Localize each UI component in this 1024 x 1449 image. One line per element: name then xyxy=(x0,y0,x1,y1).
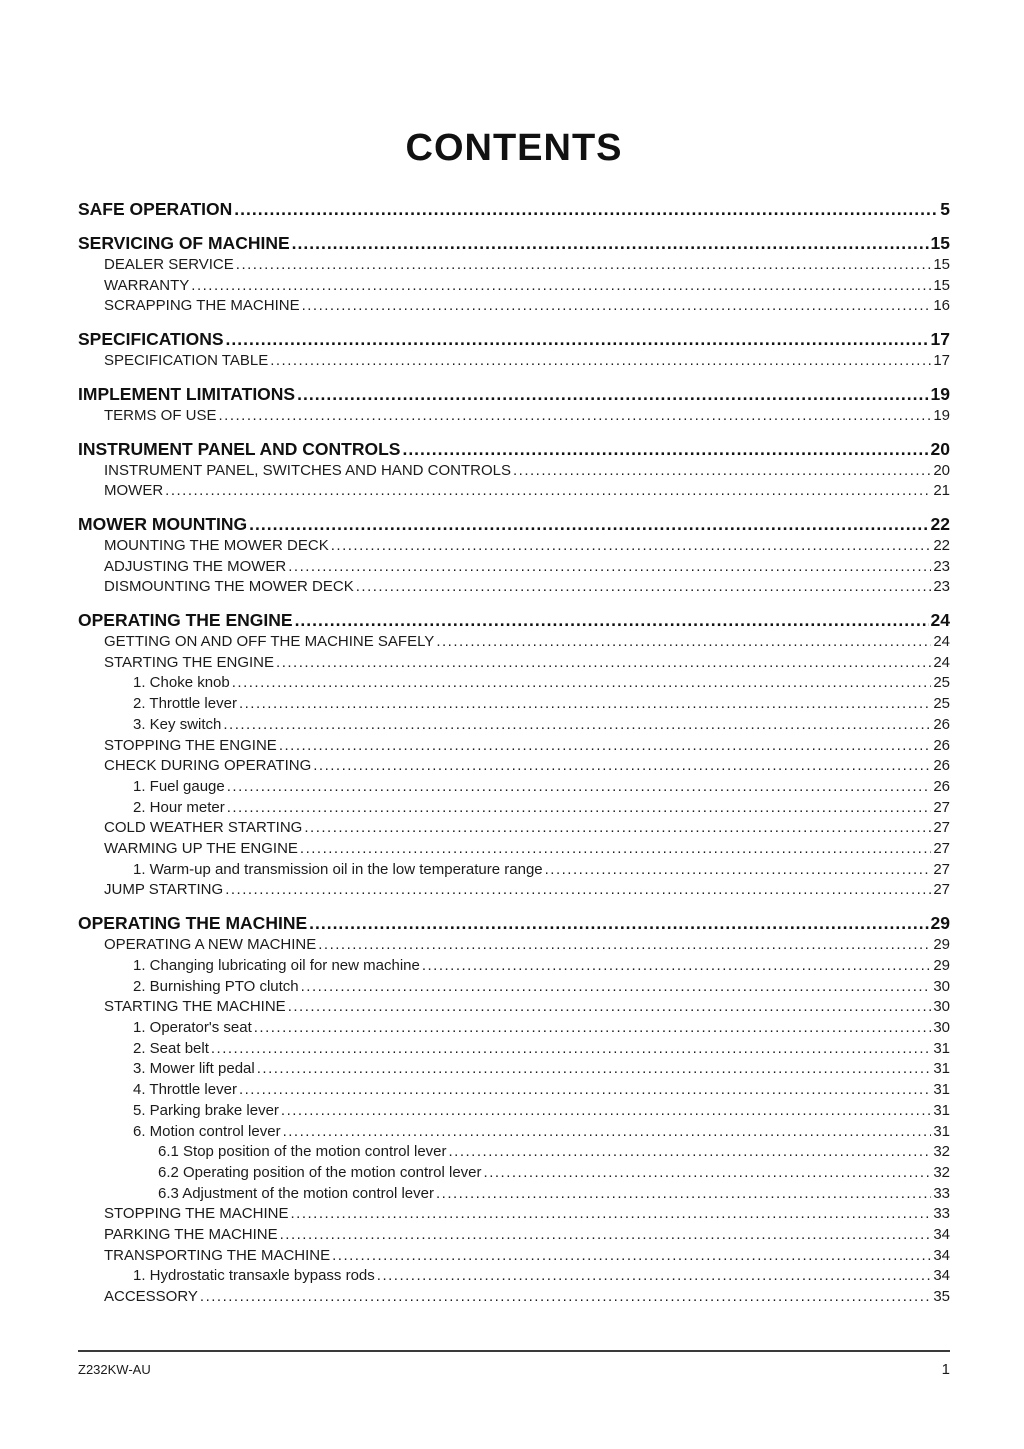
toc-entry-label: STOPPING THE ENGINE xyxy=(104,736,277,754)
dot-leader xyxy=(295,609,929,632)
toc-entry-label: ACCESSORY xyxy=(104,1288,198,1306)
dot-leader xyxy=(356,577,932,598)
footer-page-number: 1 xyxy=(941,1361,950,1378)
toc-entry-page: 25 xyxy=(933,674,950,692)
toc-entry-page: 26 xyxy=(933,757,950,775)
toc-entry xyxy=(78,1246,950,1267)
toc-entry-label: 1. Warm-up and transmission oil in the low temperature range xyxy=(133,860,543,878)
dot-leader xyxy=(436,632,931,653)
dot-leader xyxy=(236,255,932,276)
toc-entry-label: 1. Choke knob xyxy=(133,674,230,692)
toc-entry xyxy=(78,880,950,901)
toc-entry-label: OPERATING THE MACHINE xyxy=(78,913,308,934)
toc-entry xyxy=(78,461,950,482)
toc-entry-page: 31 xyxy=(933,1122,950,1140)
toc-entry-page: 26 xyxy=(933,736,950,754)
toc-entry-page: 21 xyxy=(933,482,950,500)
toc-entry xyxy=(78,997,950,1018)
toc-entry-page: 19 xyxy=(933,406,950,424)
footer-rule xyxy=(78,1350,950,1352)
toc-entry-page: 5 xyxy=(940,199,950,219)
toc-entry xyxy=(78,1018,950,1039)
toc-entry-page: 23 xyxy=(933,557,950,575)
toc-entry-label: JUMP STARTING xyxy=(104,881,224,899)
toc-entry-label: IMPLEMENT LIMITATIONS xyxy=(78,383,296,404)
toc-entry xyxy=(78,653,950,674)
toc-entry-label: 3. Mower lift pedal xyxy=(133,1060,255,1078)
toc-entry-label: DISMOUNTING THE MOWER DECK xyxy=(104,578,354,596)
toc-entry-page: 30 xyxy=(933,977,950,995)
toc-entry-page: 22 xyxy=(930,513,950,534)
toc-entry-label: COLD WEATHER STARTING xyxy=(104,819,303,837)
dot-leader xyxy=(513,461,931,482)
dot-leader xyxy=(270,351,931,372)
toc-entry xyxy=(78,198,950,221)
toc-entry-page: 17 xyxy=(933,352,950,370)
toc-entry-label: INSTRUMENT PANEL, SWITCHES AND HAND CONTROLS xyxy=(104,461,511,479)
toc-entry xyxy=(78,438,950,461)
toc-entry-label: SCRAPPING THE MACHINE xyxy=(104,297,300,315)
toc-entry-page: 34 xyxy=(933,1226,950,1244)
toc-entry-label: OPERATING A NEW MACHINE xyxy=(104,936,317,954)
toc-entry-label: 1. Fuel gauge xyxy=(133,777,225,795)
toc-entry-label: 1. Changing lubricating oil for new machine xyxy=(133,956,420,974)
toc-entry xyxy=(78,1142,950,1163)
toc-entry-label: 5. Parking brake lever xyxy=(133,1101,279,1119)
toc-list xyxy=(78,198,950,1308)
dot-leader xyxy=(280,1225,932,1246)
toc-entry xyxy=(78,406,950,427)
toc-entry xyxy=(78,839,950,860)
toc-entry-label: OPERATING THE ENGINE xyxy=(78,610,293,631)
dot-leader xyxy=(377,1266,932,1287)
toc-entry xyxy=(78,1163,950,1184)
dot-leader xyxy=(200,1287,931,1308)
dot-leader xyxy=(449,1142,932,1163)
toc-entry-label: STOPPING THE MACHINE xyxy=(104,1205,289,1223)
dot-leader xyxy=(309,912,928,935)
toc-entry xyxy=(78,777,950,798)
dot-leader xyxy=(257,1059,932,1080)
toc-entry-page: 27 xyxy=(933,840,950,858)
toc-entry-label: PARKING THE MACHINE xyxy=(104,1226,278,1244)
toc-entry-page: 25 xyxy=(933,695,950,713)
toc-entry-page: 16 xyxy=(933,297,950,315)
toc-entry-label: INSTRUMENT PANEL AND CONTROLS xyxy=(78,438,401,459)
toc-entry-label: 1. Operator's seat xyxy=(133,1018,252,1036)
toc-entry-page: 27 xyxy=(933,798,950,816)
toc-entry xyxy=(78,296,950,317)
dot-leader xyxy=(290,1204,931,1225)
dot-leader xyxy=(332,1246,931,1267)
toc-entry-label: 3. Key switch xyxy=(133,715,222,733)
toc-entry-page: 15 xyxy=(933,276,950,294)
toc-entry-label: WARRANTY xyxy=(104,276,190,294)
dot-leader xyxy=(292,232,929,255)
toc-entry xyxy=(78,860,950,881)
dot-leader xyxy=(300,839,931,860)
toc-entry-page: 23 xyxy=(933,578,950,596)
toc-entry-page: 26 xyxy=(933,715,950,733)
document-code: Z232KW-AU xyxy=(78,1362,151,1377)
dot-leader xyxy=(545,860,932,881)
toc-entry-label: STARTING THE MACHINE xyxy=(104,998,286,1016)
toc-entry xyxy=(78,798,950,819)
toc-entry xyxy=(78,276,950,297)
toc-entry-label: SPECIFICATIONS xyxy=(78,329,224,350)
dot-leader xyxy=(227,777,932,798)
toc-entry-page: 32 xyxy=(933,1163,950,1181)
dot-leader xyxy=(484,1163,932,1184)
toc-entry-label: TERMS OF USE xyxy=(104,406,217,424)
toc-entry xyxy=(78,351,950,372)
toc-entry-page: 35 xyxy=(933,1288,950,1306)
toc-entry xyxy=(78,673,950,694)
toc-entry xyxy=(78,956,950,977)
toc-entry-label: TRANSPORTING THE MACHINE xyxy=(104,1246,331,1264)
toc-entry xyxy=(78,977,950,998)
toc-entry-page: 26 xyxy=(933,777,950,795)
dot-leader xyxy=(301,977,932,998)
dot-leader xyxy=(165,481,931,502)
toc-entry xyxy=(78,1287,950,1308)
toc-entry-label: 2. Throttle lever xyxy=(133,695,237,713)
toc-entry-page: 24 xyxy=(933,633,950,651)
toc-entry-page: 17 xyxy=(930,329,950,350)
toc-entry xyxy=(78,1080,950,1101)
toc-entry-label: 4. Throttle lever xyxy=(133,1081,237,1099)
dot-leader xyxy=(279,736,931,757)
toc-entry-page: 30 xyxy=(933,998,950,1016)
page-title: CONTENTS xyxy=(405,127,623,169)
toc-entry-label: DEALER SERVICE xyxy=(104,256,234,273)
toc-entry-page: 33 xyxy=(933,1205,950,1223)
toc-entry-label: WARMING UP THE ENGINE xyxy=(104,840,298,858)
toc-entry-page: 30 xyxy=(933,1018,950,1036)
toc-entry-label: MOWER xyxy=(104,482,164,500)
dot-leader xyxy=(402,438,928,461)
toc-entry xyxy=(78,935,950,956)
dot-leader xyxy=(313,756,931,777)
toc-entry-page: 27 xyxy=(933,881,950,899)
toc-entry xyxy=(78,632,950,653)
toc-entry-label: SERVICING OF MACHINE xyxy=(78,233,290,253)
toc-entry xyxy=(78,1225,950,1246)
page-content xyxy=(78,0,950,1308)
toc-entry-page: 15 xyxy=(933,256,950,273)
toc-entry xyxy=(78,818,950,839)
toc-entry-page: 27 xyxy=(933,819,950,837)
dot-leader xyxy=(254,1018,932,1039)
toc-entry xyxy=(78,1039,950,1060)
dot-leader xyxy=(288,997,932,1018)
toc-entry-label: CHECK DURING OPERATING xyxy=(104,757,312,775)
toc-entry-label: MOUNTING THE MOWER DECK xyxy=(104,536,329,554)
toc-entry xyxy=(78,756,950,777)
dot-leader xyxy=(219,406,932,427)
toc-entry-page: 24 xyxy=(930,610,950,631)
toc-entry-page: 31 xyxy=(933,1060,950,1078)
dot-leader xyxy=(318,935,931,956)
toc-entry xyxy=(78,1101,950,1122)
toc-entry-page: 29 xyxy=(933,936,950,954)
toc-entry-label: 2. Burnishing PTO clutch xyxy=(133,977,299,995)
toc-entry-page: 22 xyxy=(933,536,950,554)
dot-leader xyxy=(223,715,931,736)
toc-entry-page: 15 xyxy=(930,233,950,253)
toc-entry-page: 29 xyxy=(930,913,950,934)
dot-leader xyxy=(436,1184,931,1205)
toc-entry-page: 20 xyxy=(933,461,950,479)
dot-leader xyxy=(331,536,932,557)
toc-entry-page: 24 xyxy=(933,653,950,671)
dot-leader xyxy=(239,694,931,715)
dot-leader xyxy=(281,1101,931,1122)
toc-entry xyxy=(78,557,950,578)
dot-leader xyxy=(232,673,932,694)
toc-entry-label: STARTING THE ENGINE xyxy=(104,653,275,671)
toc-entry-page: 32 xyxy=(933,1143,950,1161)
toc-entry-label: 2. Seat belt xyxy=(133,1039,209,1057)
toc-entry-label: 6.1 Stop position of the motion control lever xyxy=(158,1143,447,1161)
toc-entry-label: SPECIFICATION TABLE xyxy=(104,352,269,370)
toc-entry xyxy=(78,1184,950,1205)
toc-entry xyxy=(78,1059,950,1080)
toc-entry-page: 19 xyxy=(930,383,950,404)
toc-entry xyxy=(78,232,950,255)
dot-leader xyxy=(225,880,931,901)
dot-leader xyxy=(226,328,929,351)
toc-entry-page: 27 xyxy=(933,860,950,878)
dot-leader xyxy=(249,513,928,536)
toc-entry-page: 31 xyxy=(933,1081,950,1099)
toc-entry-label: SAFE OPERATION xyxy=(78,199,233,219)
toc-entry-page: 31 xyxy=(933,1101,950,1119)
dot-leader xyxy=(304,818,931,839)
dot-leader xyxy=(283,1122,932,1143)
dot-leader xyxy=(297,383,928,406)
toc-entry-label: 1. Hydrostatic transaxle bypass rods xyxy=(133,1267,375,1285)
toc-entry xyxy=(78,736,950,757)
dot-leader xyxy=(234,198,938,221)
dot-leader xyxy=(211,1039,931,1060)
dot-leader xyxy=(302,296,932,317)
toc-entry-page: 29 xyxy=(933,956,950,974)
dot-leader xyxy=(288,557,931,578)
toc-entry-page: 33 xyxy=(933,1184,950,1202)
page-footer xyxy=(78,1350,950,1378)
toc-entry xyxy=(78,1122,950,1143)
footer-row xyxy=(78,1361,950,1378)
toc-entry-label: 6. Motion control lever xyxy=(133,1122,281,1140)
toc-entry-label: GETTING ON AND OFF THE MACHINE SAFELY xyxy=(104,633,435,651)
dot-leader xyxy=(422,956,931,977)
toc-entry-label: 6.3 Adjustment of the motion control lever xyxy=(158,1184,434,1202)
dot-leader xyxy=(239,1080,931,1101)
toc-entry-label: 2. Hour meter xyxy=(133,798,225,816)
toc-entry xyxy=(78,513,950,536)
toc-entry xyxy=(78,577,950,598)
dot-leader xyxy=(191,276,931,297)
toc-entry-page: 31 xyxy=(933,1039,950,1057)
toc-entry-label: ADJUSTING THE MOWER xyxy=(104,557,287,575)
toc-entry xyxy=(78,536,950,557)
toc-entry xyxy=(78,609,950,632)
toc-entry xyxy=(78,383,950,406)
toc-entry xyxy=(78,328,950,351)
toc-entry xyxy=(78,912,950,935)
toc-entry xyxy=(78,1266,950,1287)
toc-entry-label: MOWER MOUNTING xyxy=(78,513,248,534)
toc-entry xyxy=(78,715,950,736)
toc-entry-page: 34 xyxy=(933,1246,950,1264)
toc-entry xyxy=(78,255,950,276)
dot-leader xyxy=(276,653,931,674)
toc-entry xyxy=(78,481,950,502)
dot-leader xyxy=(227,798,932,819)
toc-entry-page: 20 xyxy=(930,438,950,459)
toc-entry xyxy=(78,694,950,715)
toc-entry xyxy=(78,1204,950,1225)
toc-entry-page: 34 xyxy=(933,1267,950,1285)
toc-entry-label: 6.2 Operating position of the motion control lever xyxy=(158,1163,482,1181)
